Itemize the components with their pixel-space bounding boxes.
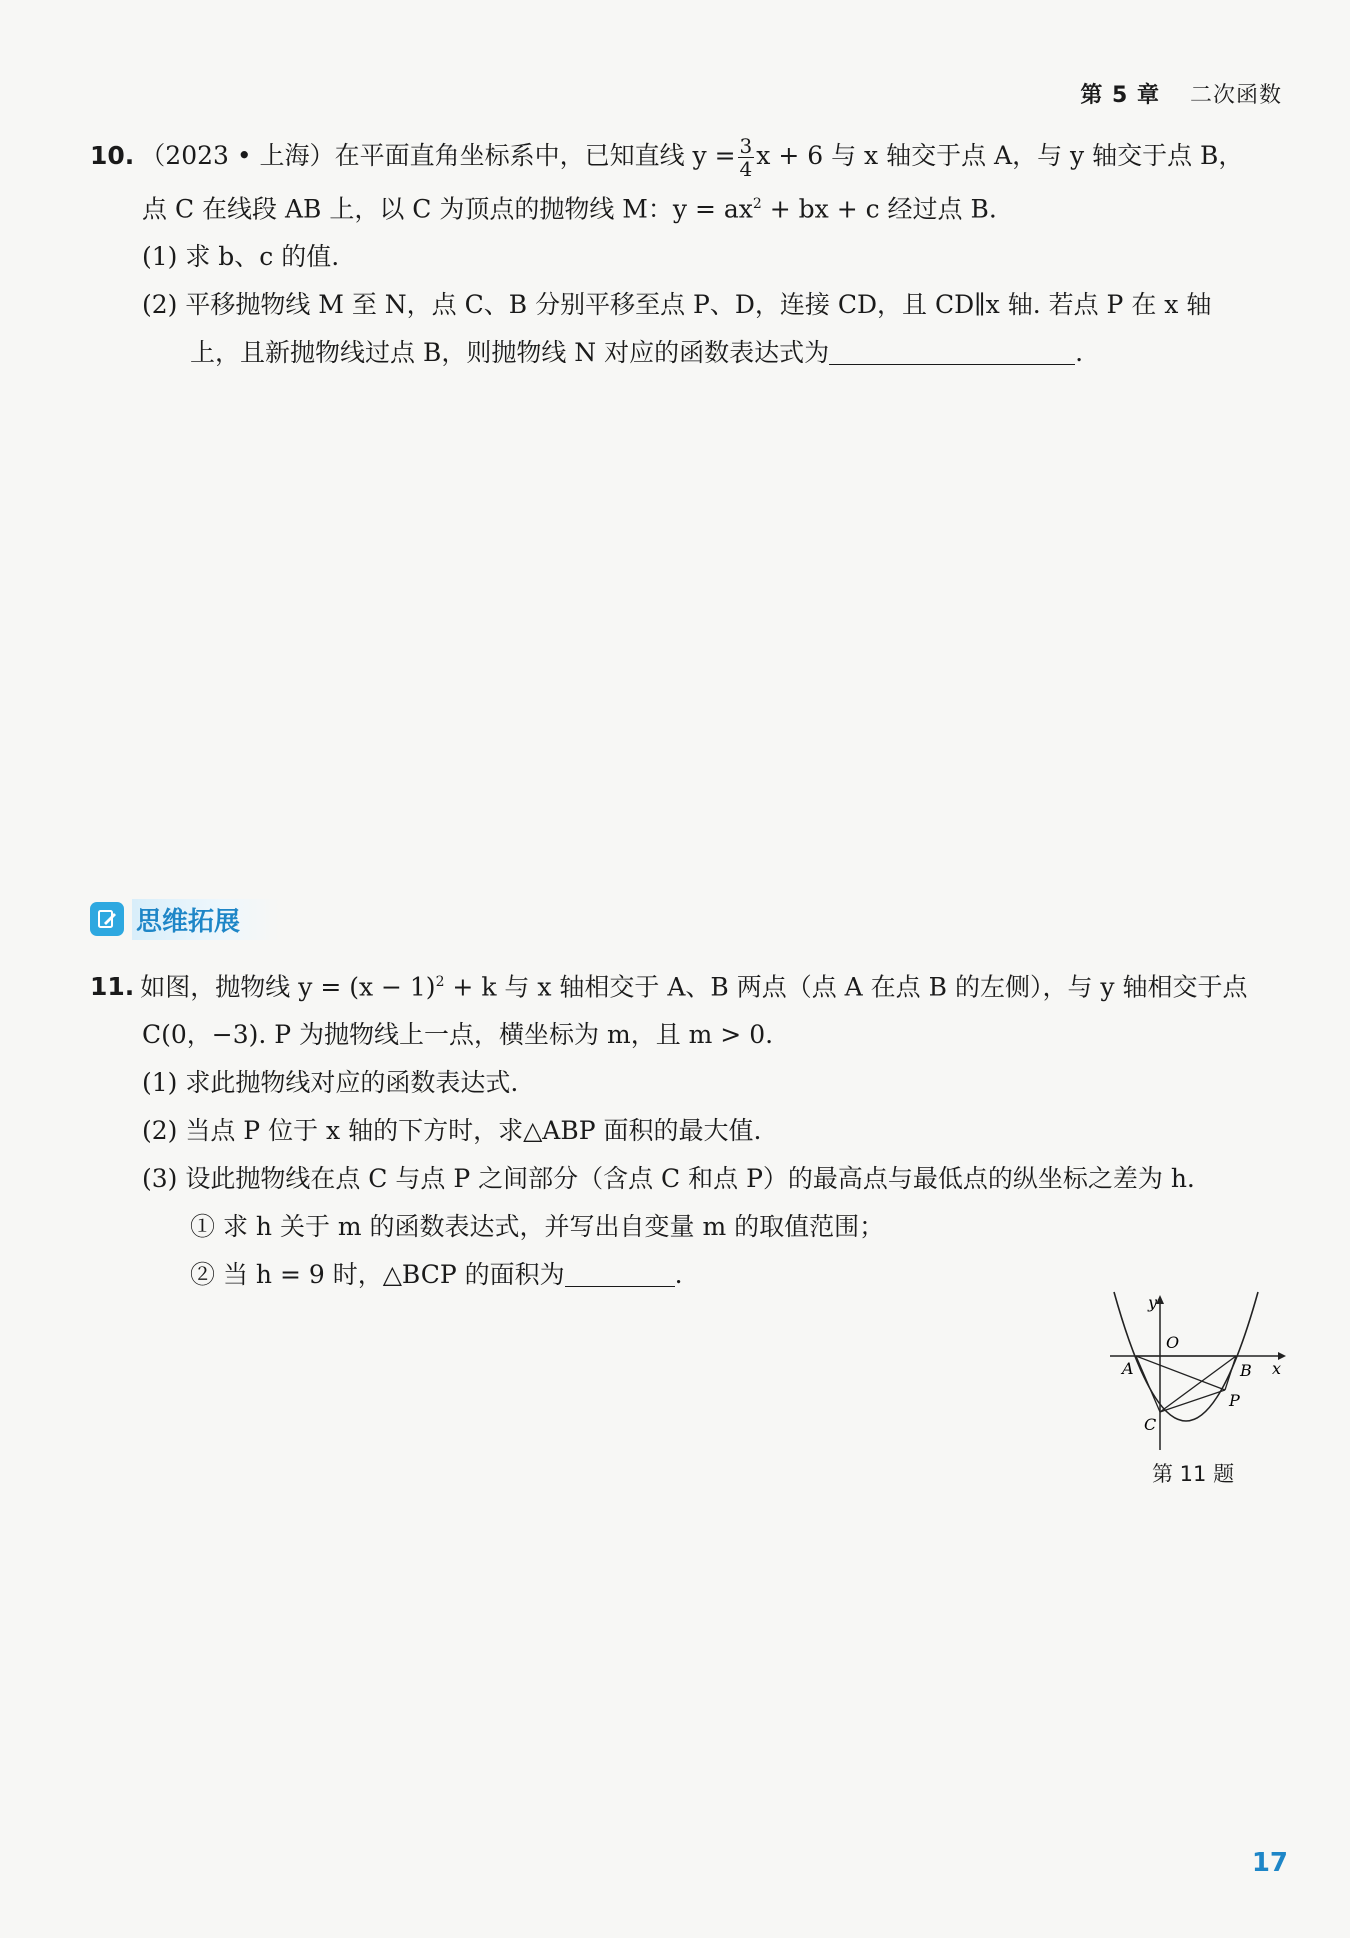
chapter-title: 二次函数: [1189, 83, 1282, 108]
q11-part-3-ii-text: ② 当 h = 9 时，△BCP 的面积为: [190, 1260, 565, 1290]
segment-bp: [1225, 1356, 1236, 1390]
figure-caption: 第 11 题: [1152, 1462, 1235, 1486]
q11-text-1b: + k 与 x 轴相交于 A、B 两点（点 A 在点 B 的左侧），与 y 轴相交于点: [444, 972, 1248, 1002]
q11-line-1: [90, 958, 1280, 1011]
page-number: 17: [1251, 1848, 1288, 1878]
y-axis-arrow: [1156, 1295, 1164, 1304]
chapter-label: 第 5 章: [1080, 83, 1160, 108]
fraction-numerator: 3: [739, 134, 753, 158]
label-p: P: [1229, 1391, 1240, 1410]
section-header: [90, 898, 280, 940]
label-a: A: [1122, 1359, 1134, 1378]
q10-source: （2023 • 上海）: [140, 141, 335, 170]
q10-part-2-cont: [90, 329, 1280, 377]
q10-line-2: [90, 180, 1280, 233]
label-o: O: [1166, 1333, 1180, 1352]
q10-part-2-text: 上，且新抛物线过点 B，则抛物线 N 对应的函数表达式为: [190, 338, 830, 368]
label-c: C: [1144, 1415, 1157, 1434]
q11-part-3: (3) 设此抛物线在点 C 与点 P 之间部分（含点 C 和点 P）的最高点与最低点的纵坐标之差为 h.: [142, 1164, 1195, 1194]
segment-ap: [1136, 1356, 1225, 1390]
page-header: [1080, 78, 1282, 109]
label-b: B: [1240, 1361, 1252, 1380]
q11-number: 11.: [90, 972, 135, 1002]
answer-blank[interactable]: [565, 1256, 675, 1287]
q10-exponent: 2: [752, 196, 762, 212]
q11-part-3-i: ① 求 h 关于 m 的函数表达式，并写出自变量 m 的取值范围；: [190, 1212, 885, 1242]
q10-part-2: (2) 平移抛物线 M 至 N，点 C、B 分别平移至点 P、D，连接 CD，且 CD∥x 轴. 若点 P 在 x 轴: [142, 290, 1212, 320]
q10-line-1: 10. （2023 • 上海）在平面直角坐标系中，已知直线 y = $\frac{3}{4}$ x + 6 与 x 轴交于点 A，与 y 轴交于点 B，: [90, 134, 1244, 181]
q11-exponent: 2: [435, 974, 445, 990]
q10-text-2a: 点 C 在线段 AB 上，以 C 为顶点的抛物线 M：y = ax: [142, 194, 753, 224]
q10-text-2b: + bx + c 经过点 B.: [761, 194, 997, 224]
q11-part-2: (2) 当点 P 位于 x 轴的下方时，求△ABP 面积的最大值.: [142, 1116, 762, 1146]
q10-number: 10.: [90, 141, 135, 170]
q11-part-1: (1) 求此抛物线对应的函数表达式.: [142, 1068, 519, 1098]
q11-text-1a: 如图，抛物线 y = (x − 1): [140, 972, 436, 1002]
answer-blank[interactable]: [829, 334, 1075, 365]
pencil-icon: [90, 902, 124, 936]
q10-part-1: (1) 求 b、c 的值.: [142, 242, 340, 272]
fraction: [738, 135, 755, 180]
q10-text-1b: x + 6 与 x 轴交于点 A，与 y 轴交于点 B，: [756, 141, 1244, 170]
question-10: [90, 132, 1280, 377]
question-11: [90, 958, 1280, 1299]
label-y: y: [1148, 1293, 1158, 1312]
q10-text-1a: 在平面直角坐标系中，已知直线: [334, 141, 693, 170]
q11-line-2: C(0，−3). P 为抛物线上一点，横坐标为 m，且 m > 0.: [142, 1020, 774, 1050]
section-title: 思维拓展: [132, 899, 280, 940]
fraction-denominator: 4: [739, 157, 753, 181]
q11-period: .: [674, 1260, 683, 1290]
q10-period: .: [1075, 338, 1084, 368]
label-x: x: [1272, 1359, 1282, 1378]
